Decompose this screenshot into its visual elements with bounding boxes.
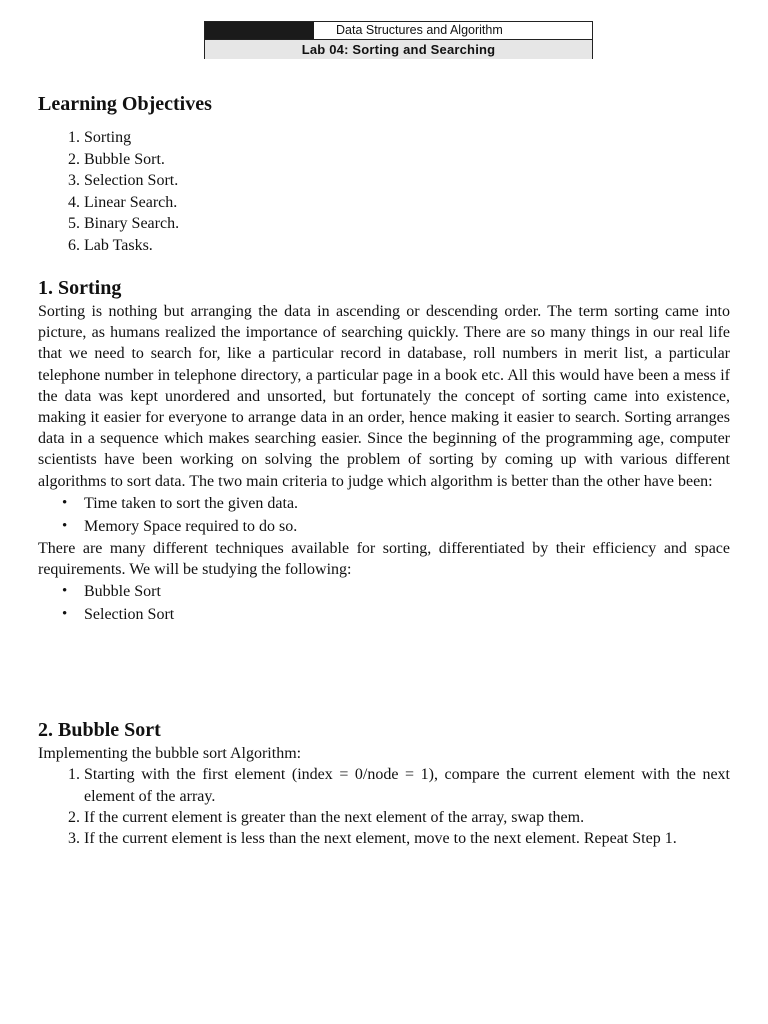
technique-item: • Selection Sort [84,603,730,626]
bubble-sort-steps [38,764,730,849]
objectives-list [38,127,730,256]
objective-item: 6. Lab Tasks. [84,235,730,257]
objective-item: 3. Selection Sort. [84,170,730,192]
step-item: 3. If the current element is less than the next element, move to the next element. Repeat Step 1. [84,828,730,849]
bubble-sort-heading: 2. Bubble Sort [38,719,161,742]
sorting-heading: 1. Sorting [38,277,122,299]
sorting-paragraph-2: There are many different techniques available for sorting, differentiated by their efficiency and space requirements. We will be studying the following: [38,539,730,579]
objective-item: 4. Linear Search. [84,192,730,214]
objective-item: 5. Binary Search. [84,213,730,235]
sorting-paragraph-1: Sorting is nothing but arranging the data in ascending or descending order. The term sorting came into picture, as humans realized the importance of searching quickly. There are so many things in our real life that we need to search for, like a particular record in database, roll numbers in merit list, a particular telephone number in telephone directory, a particular page in a book etc. All this would have been a mess if the data was kept unordered and unsorted, but fortunately the concept of sorting came into existence, making it easier for everyone to arrange data in an order, hence making it easier to search. Sorting arranges data in a sequence which makes searching easier. Since the beginning of the programming age, computer scientists have been working on solving the problem of sorting by coming up with various different algorithms to sort data. The two main criteria to judge which algorithm is better than the other have been: [38,303,730,490]
document-header [204,21,593,59]
objectives-heading: Learning Objectives [38,93,212,115]
header-top-row [205,22,592,40]
step-item: 1. Starting with the first element (index = 0/node = 1), compare the current element with the next element of the array. [84,764,730,806]
technique-item: • Bubble Sort [84,580,730,603]
header-black-bar [205,22,314,39]
criteria-item: • Time taken to sort the given data. [84,492,730,515]
lab-title: Lab 04: Sorting and Searching [205,40,592,59]
criteria-list [38,492,730,538]
objective-item: 1. Sorting [84,127,730,149]
bubble-sort-intro: Implementing the bubble sort Algorithm: [38,745,302,763]
techniques-list [38,580,730,626]
criteria-item: • Memory Space required to do so. [84,515,730,538]
objective-item: 2. Bubble Sort. [84,149,730,171]
step-item: 2. If the current element is greater than the next element of the array, swap them. [84,807,730,828]
document-body [38,92,730,849]
course-title: Data Structures and Algorithm [336,23,503,37]
